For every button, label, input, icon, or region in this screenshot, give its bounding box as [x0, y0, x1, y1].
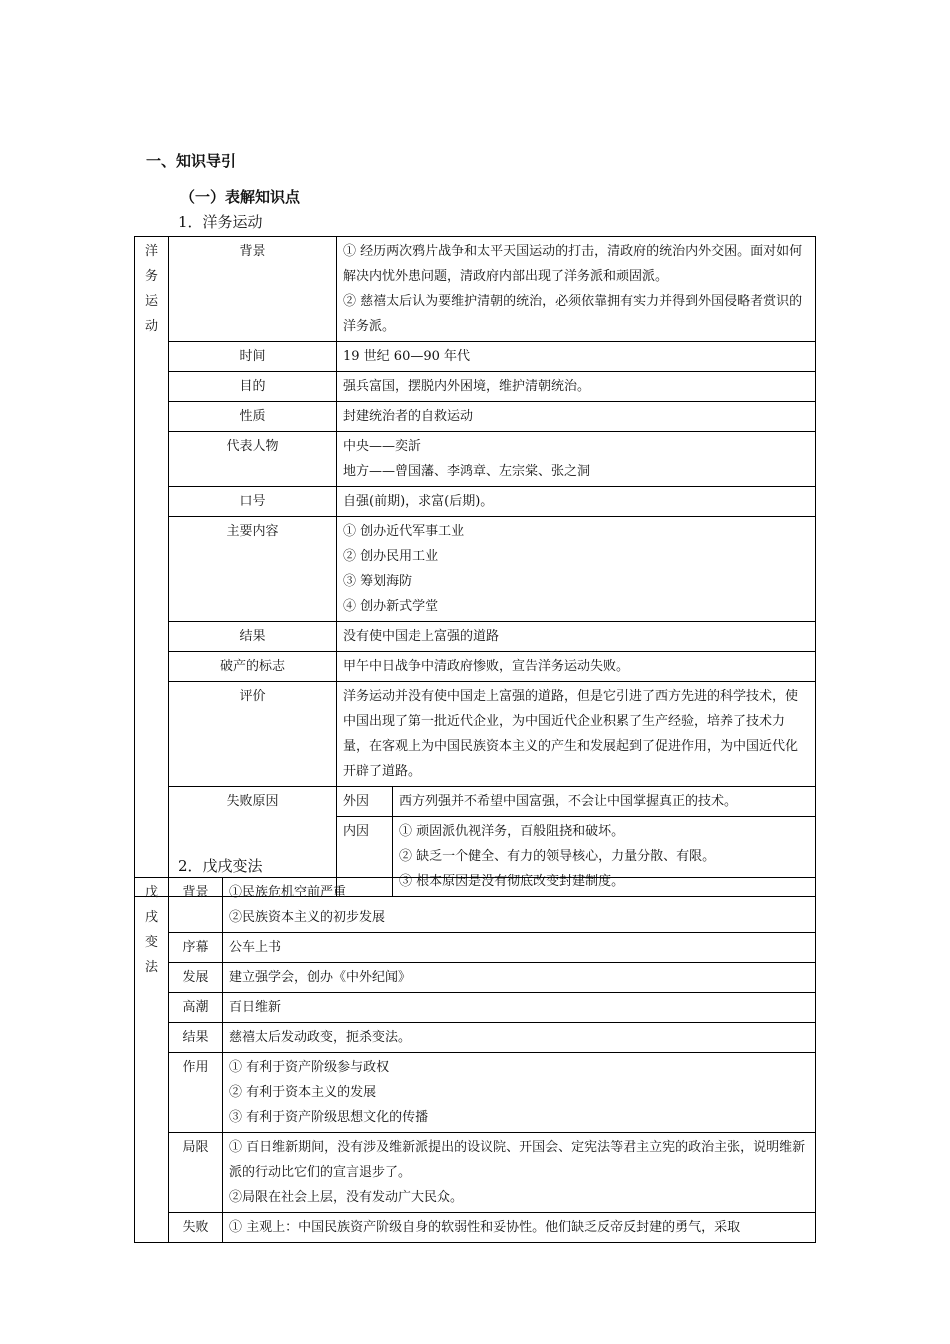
cell-line: ① 经历两次鸦片战争和太平天国运动的打击，清政府的统治内外交困。面对如何解决内忧外患问题，清政府内部出现了洋务派和顽固派。 [343, 244, 803, 284]
row-label: 发展 [169, 963, 223, 993]
westernization-table [134, 236, 816, 897]
row-content [337, 487, 816, 517]
row-label: 背景 [169, 878, 223, 933]
cell-line: 百日维新 [229, 1000, 282, 1015]
side-char: 法 [144, 960, 158, 975]
row-label: 时间 [169, 342, 337, 372]
row-content [223, 1023, 816, 1053]
table-row [135, 432, 816, 487]
row-label: 高潮 [169, 993, 223, 1023]
cell-line: ② 慈禧太后认为要维护清朝的统治，必须依靠拥有实力并得到外国侵略者赏识的洋务派。 [343, 294, 803, 334]
row-label: 结果 [169, 1023, 223, 1053]
row-label: 破产的标志 [169, 652, 337, 682]
cell-line: 中央——奕訢 [343, 439, 422, 454]
row-label: 失败原因 [169, 787, 337, 897]
sub-label: 内因 [337, 817, 393, 897]
table-row [135, 1213, 816, 1243]
table-row [135, 622, 816, 652]
cell-line: ① 百日维新期间，没有涉及维新派提出的设议院、开国会、定宪法等君主立宪的政治主张，说明维新派的行动比它们的宣言退步了。 [229, 1140, 806, 1180]
row-content [337, 622, 816, 652]
side-char: 变 [144, 935, 158, 950]
cell-line: 强兵富国，摆脱内外困境，维护清朝统治。 [343, 379, 591, 394]
table-row [135, 1133, 816, 1213]
cell-line: ① 主观上：中国民族资产阶级自身的软弱性和妥协性。他们缺乏反帝反封建的勇气，采取 [229, 1220, 741, 1235]
side-char: 洋 [144, 244, 158, 259]
cell-line: ④ 创办新式学堂 [343, 599, 439, 614]
section2-title: 2．戊戌变法 [178, 857, 263, 875]
cell-line: ① 有利于资产阶级参与政权 [229, 1060, 390, 1075]
cell-line: ② 缺乏一个健全、有力的领导核心，力量分散、有限。 [399, 849, 716, 864]
row-label: 口号 [169, 487, 337, 517]
table-row [135, 487, 816, 517]
cell-line: 自强(前期)，求富(后期)。 [343, 494, 494, 509]
table-row [135, 237, 816, 342]
row-content [337, 432, 816, 487]
table-row [135, 372, 816, 402]
sub-label: 外因 [337, 787, 393, 817]
heading-main: 一、知识导引 [146, 152, 237, 170]
cell-line: 甲午中日战争中清政府惨败，宣告洋务运动失败。 [343, 659, 630, 674]
table-row [135, 402, 816, 432]
row-content [337, 652, 816, 682]
row-label: 结果 [169, 622, 337, 652]
table-row [135, 933, 816, 963]
cell-line: ② 有利于资本主义的发展 [229, 1085, 377, 1100]
side-char: 戊 [144, 885, 158, 900]
table-row [135, 682, 816, 787]
cell-line: ① 创办近代军事工业 [343, 524, 465, 539]
row-content [337, 402, 816, 432]
cell-line: ② 创办民用工业 [343, 549, 439, 564]
row-label: 序幕 [169, 933, 223, 963]
row-content [223, 963, 816, 993]
row-label: 性质 [169, 402, 337, 432]
row-label: 背景 [169, 237, 337, 342]
table-row [135, 878, 816, 933]
row-content [393, 787, 816, 817]
row-label: 代表人物 [169, 432, 337, 487]
cell-line: ① 顽固派仇视洋务，百般阻挠和破坏。 [399, 824, 625, 839]
side-char: 动 [144, 319, 158, 334]
cell-line: ①民族危机空前严重 [229, 885, 347, 900]
table-row [135, 1023, 816, 1053]
row-label: 目的 [169, 372, 337, 402]
section1-title: 1．洋务运动 [178, 213, 263, 231]
cell-line: 19 世纪 60—90 年代 [343, 349, 471, 364]
cell-line: 地方——曾国藩、李鸿章、左宗棠、张之洞 [343, 464, 591, 479]
side-label [135, 878, 169, 1243]
row-content [337, 342, 816, 372]
row-content [337, 237, 816, 342]
row-label: 作用 [169, 1053, 223, 1133]
row-label: 评价 [169, 682, 337, 787]
row-content [337, 372, 816, 402]
table-row [135, 652, 816, 682]
row-content [337, 682, 816, 787]
table-row [135, 517, 816, 622]
heading-sub: （一）表解知识点 [180, 188, 301, 206]
row-content [223, 1133, 816, 1213]
row-content [223, 1053, 816, 1133]
table-row [135, 993, 816, 1023]
cell-line: 慈禧太后发动政变，扼杀变法。 [229, 1030, 412, 1045]
row-label: 局限 [169, 1133, 223, 1213]
cell-line: ③ 有利于资产阶级思想文化的传播 [229, 1110, 429, 1125]
cell-line: 洋务运动并没有使中国走上富强的道路，但是它引进了西方先进的科学技术，使中国出现了第一批近代企业，为中国近代企业积累了生产经验，培养了技术力量，在客观上为中国民族资本主义的产生和发展起到了促进作用，为中国近代化开辟了道路。 [343, 689, 799, 779]
row-content [223, 933, 816, 963]
table-row [135, 787, 816, 817]
row-content [223, 1213, 816, 1243]
side-char: 戌 [144, 910, 158, 925]
cell-line: ③ 根本原因是没有彻底改变封建制度。 [399, 874, 625, 889]
cell-line: 建立强学会，创办《中外纪闻》 [229, 970, 412, 985]
cell-line: 封建统治者的自救运动 [343, 409, 474, 424]
cell-line: 没有使中国走上富强的道路 [343, 629, 500, 644]
cell-line: ③ 筹划海防 [343, 574, 413, 589]
row-label: 失败 [169, 1213, 223, 1243]
reform-table [134, 877, 816, 1243]
cell-line: ②民族资本主义的初步发展 [229, 910, 386, 925]
side-char: 运 [144, 294, 158, 309]
table-row [135, 1053, 816, 1133]
cell-line: ②局限在社会上层，没有发动广大民众。 [229, 1190, 464, 1205]
table-row [135, 963, 816, 993]
row-content [223, 993, 816, 1023]
table-row [135, 342, 816, 372]
side-label [135, 237, 169, 897]
cell-line: 西方列强并不希望中国富强，不会让中国掌握真正的技术。 [399, 794, 738, 809]
row-content [337, 517, 816, 622]
row-content [223, 878, 816, 933]
side-char: 务 [144, 269, 158, 284]
cell-line: 公车上书 [229, 940, 282, 955]
row-label: 主要内容 [169, 517, 337, 622]
